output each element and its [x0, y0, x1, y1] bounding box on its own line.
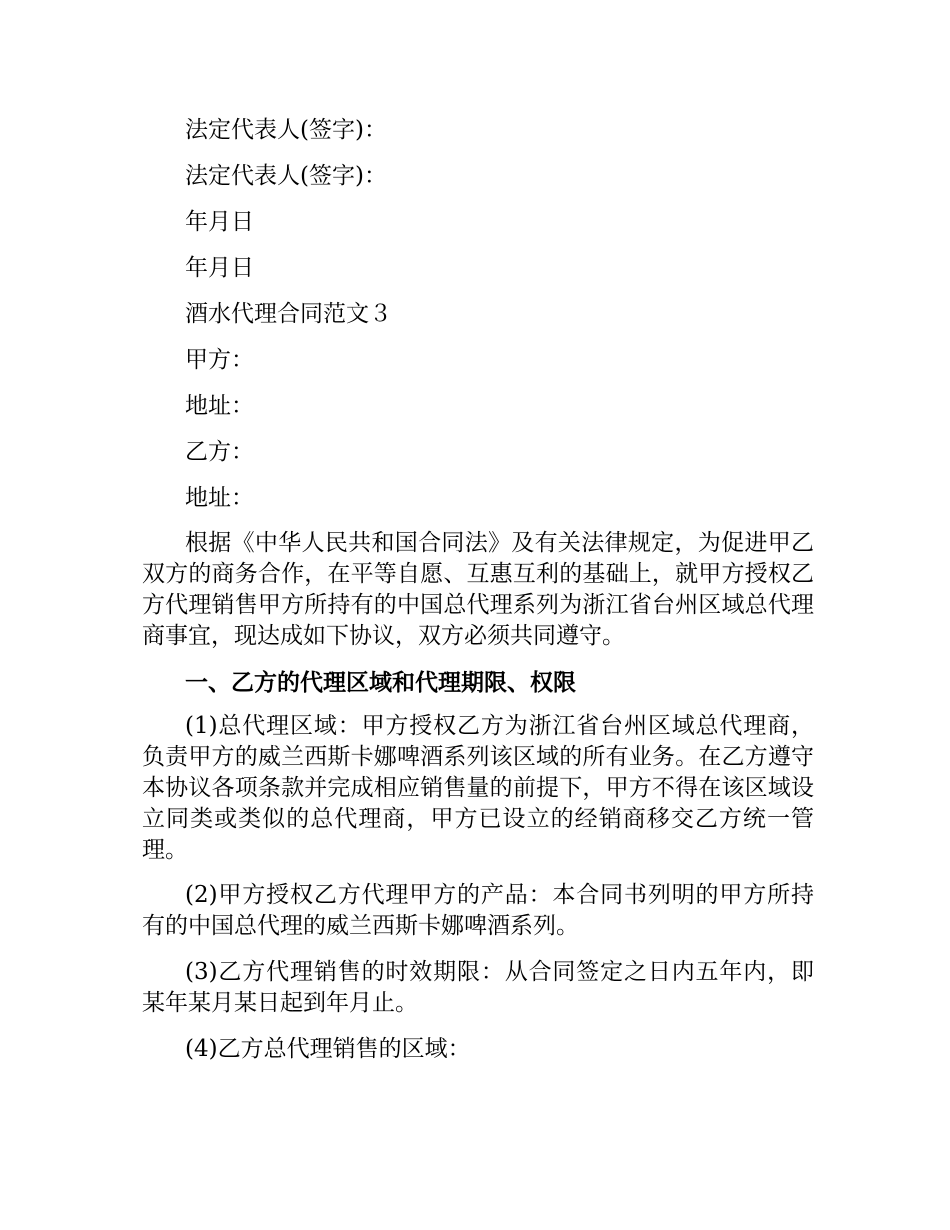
party-b-address-line: 地址： — [185, 485, 254, 511]
clause-paragraph: (2)甲方授权乙方代理甲方的产品：本合同书列明的甲方所持有的中国总代理的威兰西斯卡娜啤酒系列。 — [142, 882, 814, 939]
legal-rep-signature-line: 法定代表人(签字)： — [185, 163, 387, 189]
party-a-line: 甲方： — [185, 347, 254, 373]
party-a-address-line: 地址： — [185, 393, 254, 419]
intro-paragraph: 根据《中华人民共和国合同法》及有关法律规定，为促进甲乙双方的商务合作，在平等自愿、互惠互利的基础上，就甲方授权乙方代理销售甲方所持有的中国总代理系列为浙江省台州区域总代理商事宜，现达成如下协议，双方必须共同遵守。 — [142, 530, 814, 649]
section-heading: 一、乙方的代理区域和代理期限、权限 — [185, 669, 576, 696]
clause-paragraph: (4)乙方总代理销售的区域： — [185, 1036, 471, 1062]
document-title: 酒水代理合同范文３ — [185, 301, 392, 327]
date-line: 年月日 — [185, 255, 254, 281]
clause-paragraph: (3)乙方代理销售的时效期限：从合同签定之日内五年内，即某年某月某日起到年月止。 — [142, 959, 814, 1016]
clause-paragraph: (1)总代理区域：甲方授权乙方为浙江省台州区域总代理商，负责甲方的威兰西斯卡娜啤酒系列该区域的所有业务。在乙方遵守本协议各项条款并完成相应销售量的前提下，甲方不得在该区域设立同类或类似的总代理商，甲方已设立的经销商移交乙方统一管理。 — [142, 713, 814, 863]
date-line: 年月日 — [185, 209, 254, 235]
party-b-line: 乙方： — [185, 439, 254, 465]
legal-rep-signature-line: 法定代表人(签字)： — [185, 117, 387, 143]
